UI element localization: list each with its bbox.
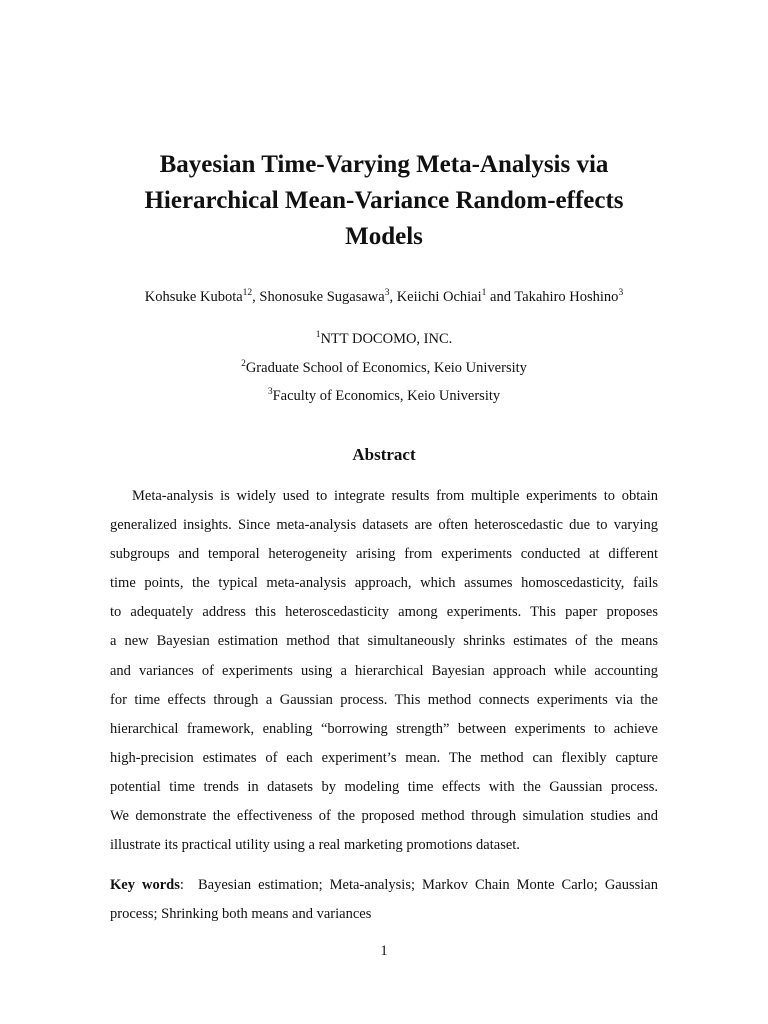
keywords-line xyxy=(110,871,658,900)
affiliation-text: NTT DOCOMO, INC. xyxy=(320,331,453,347)
abstract-line: generalized insights. Since meta-analysis datasets are often heteroscedastic due to varying xyxy=(110,517,658,534)
author-name: Takahiro Hoshino xyxy=(514,289,619,305)
abstract-line: a new Bayesian estimation method that simultaneously shrinks estimates of the means xyxy=(110,633,658,650)
abstract-line: time points, the typical meta-analysis approach, which assumes homoscedasticity, fails xyxy=(110,575,658,592)
author-separator: and xyxy=(486,289,515,305)
abstract-line: We demonstrate the effectiveness of the proposed method through simulation studies and xyxy=(110,808,658,825)
author-name: Shonosuke Sugasawa xyxy=(259,289,385,305)
affiliation xyxy=(80,358,688,378)
paper-title xyxy=(110,147,658,255)
affiliation-text: Faculty of Economics, Keio University xyxy=(272,388,501,404)
title-line: Models xyxy=(345,223,423,250)
keywords-line: process; Shrinking both means and variances xyxy=(110,906,372,922)
abstract-line: potential time trends in datasets by modeling time effects with the Gaussian process. xyxy=(110,778,658,795)
keywords-label: Key words xyxy=(110,877,180,893)
author-separator: , xyxy=(252,289,260,305)
abstract-line: hierarchical framework, enabling “borrowing strength” between experiments to achieve xyxy=(110,720,658,737)
abstract-body xyxy=(110,482,658,860)
affiliation-mark: 1 xyxy=(315,330,321,340)
abstract-line: to adequately address this heteroscedasticity among experiments. This paper proposes xyxy=(110,604,658,621)
affiliation xyxy=(80,386,688,406)
affiliation-text: Graduate School of Economics, Keio University xyxy=(245,360,527,376)
author-name: Keiichi Ochiai xyxy=(396,289,482,305)
abstract-line: high-precision estimates of each experiment’s mean. The method can flexibly capture xyxy=(110,749,658,766)
abstract-heading: Abstract xyxy=(352,445,416,464)
author-name: Kohsuke Kubota xyxy=(144,289,243,305)
abstract-line: for time effects through a Gaussian process. This method connects experiments via the xyxy=(110,691,658,708)
author-affiliation-mark: 1 xyxy=(481,288,487,298)
abstract-line: subgroups and temporal heterogeneity arising from experiments conducted at different xyxy=(110,546,658,563)
author-separator: , xyxy=(389,289,397,305)
title-line: Hierarchical Mean-Variance Random-effects xyxy=(144,187,624,214)
abstract-line: and variances of experiments using a hierarchical Bayesian approach while accounting xyxy=(110,662,658,679)
keywords-section xyxy=(110,871,658,929)
abstract-line: illustrate its practical utility using a real marketing promotions dataset. xyxy=(110,837,520,854)
page-number: 1 xyxy=(380,943,388,959)
author-affiliation-mark: 3 xyxy=(384,288,390,298)
keywords-text: : Bayesian estimation; Meta-analysis; Markov Chain Monte Carlo; Gaussian xyxy=(179,877,658,893)
author-affiliation-mark: 12 xyxy=(242,288,253,298)
author-list xyxy=(80,287,688,307)
author-affiliation-mark: 3 xyxy=(618,288,624,298)
abstract-line: Meta-analysis is widely used to integrate results from multiple experiments to obtain xyxy=(132,488,658,504)
affiliation xyxy=(80,329,688,349)
affiliation-mark: 3 xyxy=(267,387,273,397)
title-line: Bayesian Time-Varying Meta-Analysis via xyxy=(159,151,609,178)
affiliation-mark: 2 xyxy=(241,359,246,369)
